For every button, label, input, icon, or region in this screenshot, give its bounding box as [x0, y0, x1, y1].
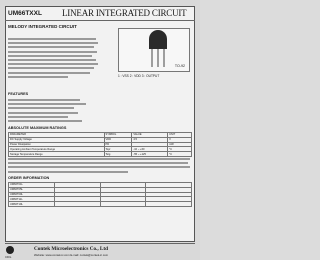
table-cell: VDD: [104, 137, 132, 142]
features-list: [8, 99, 88, 124]
max-ratings-table: [8, 132, 192, 157]
table-cell: UM66T19L: [9, 202, 55, 207]
table-cell: °C: [168, 147, 192, 152]
table-cell: mW: [168, 142, 192, 147]
title-divider: [5, 20, 195, 21]
ratings-note: [8, 158, 190, 175]
table-cell: [146, 202, 192, 207]
logo-caption: CDIL: [5, 255, 12, 259]
table-cell: UM66T05L: [9, 187, 55, 192]
table-cell: [54, 202, 100, 207]
table-cell: Topr: [104, 147, 132, 152]
package-label: TO-92: [174, 64, 185, 68]
table-cell: UM66T09L: [9, 192, 55, 197]
table-row: [9, 202, 192, 207]
table-cell: [100, 202, 146, 207]
company-logo: [6, 246, 14, 254]
table-header-cell: UNIT: [168, 133, 192, 138]
table-cell: Tstg: [104, 152, 132, 157]
company-contact: Website: www.contek-ic.com E-mail: contek@contek-ic.com: [34, 253, 109, 257]
pin-configuration: 1 : VSS 2 : VDD 3 : OUTPUT: [118, 74, 160, 78]
table-cell: UM66T11L: [9, 197, 55, 202]
table-cell: -10 ~ +60: [132, 147, 168, 152]
table-cell: Storage Temperature Range: [9, 152, 105, 157]
package-image: [118, 28, 190, 72]
table-cell: PD: [104, 142, 132, 147]
part-number: UM66TXXL: [8, 10, 42, 17]
company-name: Contek Microelectronics Co., Ltd: [34, 246, 109, 252]
table-cell: V: [168, 137, 192, 142]
table-cell: Operating Ambient Temperature Range: [9, 147, 105, 152]
table-header-cell: SYMBOL: [104, 133, 132, 138]
table-cell: UM66T01L: [9, 183, 55, 188]
table-cell: -55 ~ +125: [132, 152, 168, 157]
table-cell: °C: [168, 152, 192, 157]
description-text: [8, 38, 98, 80]
footer-divider: [5, 243, 195, 244]
max-ratings-heading: ABSOLUTE MAXIMUM RATINGS: [8, 126, 67, 130]
table-header-cell: PARAMETER: [9, 133, 105, 138]
product-subtitle: MELODY INTEGRATED CIRCUIT: [8, 24, 77, 29]
table-row: [9, 152, 192, 157]
ordering-heading: ORDER INFORMATION: [8, 176, 50, 180]
table-cell: DC Supply Voltage: [9, 137, 105, 142]
features-heading: FEATURES: [8, 92, 29, 96]
table-header-cell: VALUE: [132, 133, 168, 138]
table-cell: Power Dissipation: [9, 142, 105, 147]
document-title: LINEAR INTEGRATED CIRCUIT: [62, 8, 187, 18]
table-cell: 4.5: [132, 137, 168, 142]
ordering-table: [8, 182, 192, 207]
